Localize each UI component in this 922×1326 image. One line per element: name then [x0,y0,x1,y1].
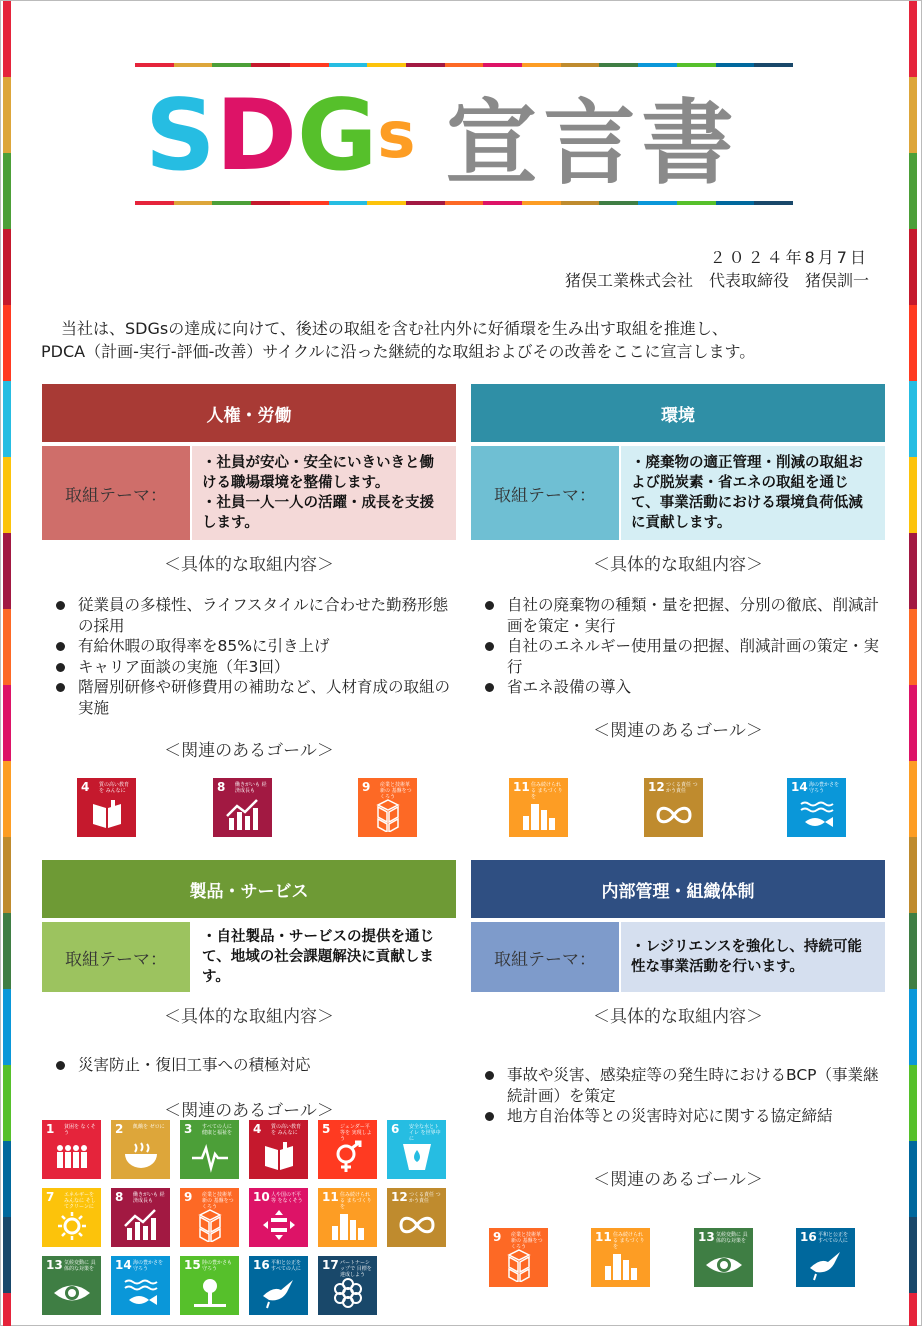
sdg-goal-12-icon [644,778,703,837]
eye-globe-icon [704,1248,744,1282]
water-drop-icon [397,1140,437,1174]
section-products-services [42,860,456,1121]
goal-number: 8 [217,780,226,794]
list-item: 自社のエネルギー使用量の把握、削減計画の策定・実行 [471,636,885,677]
goal-number: 5 [322,1122,331,1136]
goal-number: 11 [595,1230,612,1244]
company-signature: 猪俣工業株式会社 代表取締役 猪俣訓一 [564,271,869,290]
bowl-icon [121,1140,161,1174]
section-environment [471,384,885,741]
content-heading: ＜具体的な取組内容＞ [164,555,334,575]
goals-heading: ＜関連のあるゴール＞ [164,741,334,761]
goal-number: 11 [513,780,530,794]
sdg-goal-9-icon [180,1188,239,1247]
sdg-goal-9-icon [358,778,417,837]
list-item: 事故や災害、感染症等の発生時におけるBCP（事業継続計画）を策定 [471,1065,885,1106]
growth-chart-icon [121,1208,161,1242]
tree-icon [190,1276,230,1310]
goal-label: すべての人に 健康と福祉を [202,1124,233,1136]
goals-heading: ＜関連のあるゴール＞ [593,1169,763,1190]
goal-label: 産業と技術革新の 基盤をつくろう [511,1232,543,1250]
goal-label: 気候変動に 具体的な対策を [716,1232,748,1244]
sdg-goal-4-icon [77,778,136,837]
theme-text [621,922,885,992]
sdg-goal-14-icon [111,1256,170,1315]
goal-number: 12 [648,780,665,794]
sdg-goal-16-icon [249,1256,308,1315]
sdg-goal-15-icon [180,1256,239,1315]
list-item: 省エネ設備の導入 [471,677,885,698]
goal-number: 16 [800,1230,817,1244]
growth-chart-icon [223,798,263,832]
goal-number: 6 [391,1122,400,1136]
sdg-goal-1-icon [42,1120,101,1179]
theme-line: ・レジリエンスを強化し、持続可能性な事業活動を行います。 [631,939,862,975]
content-list [471,595,885,698]
goal-label: 平和と公正を すべての人に [271,1260,302,1272]
city-icon [601,1248,641,1282]
content-heading: ＜具体的な取組内容＞ [164,1007,334,1027]
goal-number: 13 [46,1258,63,1272]
sdg-goal-16-icon [796,1228,855,1287]
sdg-goal-17-icon [318,1256,377,1315]
sdg-goal-14-icon [787,778,846,837]
goals-heading: ＜関連のあるゴール＞ [593,720,763,741]
theme-line: ・社員一人一人の活躍・成長を支援します。 [202,495,434,531]
goal-label: 住み続けられる まちづくりを [531,782,563,800]
sdg-goal-7-icon [42,1188,101,1247]
title-block [135,63,793,209]
sdg-goal-11-icon [318,1188,377,1247]
goal-label: 安全な水とトイレ を世界中に [409,1124,441,1142]
goal-label: 気候変動に 具体的な対策を [64,1260,96,1272]
intro-line: 当社は、SDGsの達成に向けて、後述の取組を含む社内外に好循環を生み出す取組を推進し、 [61,319,728,338]
people-icon [52,1140,92,1174]
theme-label: 取組テーマ： [471,446,619,540]
fish-icon [121,1276,161,1310]
title-top-rule [135,63,793,67]
list-item: 有給休暇の取得率を85%に引き上げ [42,636,456,657]
list-item: 自社の廃棄物の種類・量を把握、分別の徹底、削減計画を策定・実行 [471,595,885,636]
goals-heading: ＜関連のあるゴール＞ [164,1100,334,1121]
goal-number: 17 [322,1258,339,1272]
theme-text [192,922,456,992]
goal-number: 15 [184,1258,201,1272]
book-icon [259,1140,299,1174]
goal-number: 11 [322,1190,339,1204]
goal-label: 産業と技術革新の 基盤をつくろう [380,782,412,800]
infinity-icon [397,1208,437,1242]
theme-label: 取組テーマ： [42,446,190,540]
goal-label: 貧困を なくそう [64,1124,96,1136]
sdg-goal-13-icon [42,1256,101,1315]
content-list [471,1065,885,1127]
title-letter: s [377,99,416,173]
right-color-stripe [909,1,917,1326]
theme-line: ・廃棄物の適正管理・削減の取組および脱炭素・省エネの取組を通じて、事業活動における環境負荷低減に貢献します。 [631,455,863,531]
goal-label: エネルギーをみんなに そしてクリーンに [64,1192,96,1210]
goal-label: 質の高い教育を みんなに [271,1124,302,1136]
goal-label: 海の豊かさを 守ろう [133,1260,164,1272]
sdg-goal-3-icon [180,1120,239,1179]
theme-label: 取組テーマ： [471,922,619,992]
title-bottom-rule [135,201,793,205]
content-list [42,1055,456,1076]
goal-number: 4 [81,780,90,794]
goal-label: ジェンダー平等を 実現しよう [340,1124,372,1142]
title-letter: G [296,79,378,193]
heartbeat-icon [190,1140,230,1174]
goal-number: 9 [184,1190,193,1204]
sdg-goal-2-icon [111,1120,170,1179]
goal-number: 12 [391,1190,408,1204]
fish-icon [797,798,837,832]
sdg-goal-13-icon [694,1228,753,1287]
sdg-goal-6-icon [387,1120,446,1179]
sdg-goal-8-icon [111,1188,170,1247]
list-item: キャリア面談の実施（年3回） [42,657,456,678]
theme-line: ・自社製品・サービスの提供を通じて、地域の社会課題解決に貢献します。 [202,929,434,985]
sdg-goal-12-icon [387,1188,446,1247]
sdg-goal-9-icon [489,1228,548,1287]
title-kanji: 宣言書 [445,90,740,197]
city-icon [519,798,559,832]
theme-box [471,446,885,540]
section-heading: 環境 [471,384,885,442]
goal-label: 海の豊かさを 守ろう [809,782,840,794]
goal-label: 平和と公正を すべての人に [818,1232,849,1244]
section-heading: 人権・労働 [42,384,456,442]
goal-label: 住み続けられる まちづくりを [340,1192,372,1210]
equality-icon [259,1208,299,1242]
goal-number: 1 [46,1122,55,1136]
goal-label: 陸の豊かさも 守ろう [202,1260,233,1272]
flower-icon [328,1276,368,1310]
section-internal-management [471,860,885,1190]
cubes-icon [499,1248,539,1282]
sun-icon [52,1208,92,1242]
theme-box [42,446,456,540]
goal-number: 10 [253,1190,270,1204]
sdg-goal-11-icon [509,778,568,837]
dove-icon [259,1276,299,1310]
title-letter: D [215,79,297,193]
goal-label: 飢餓を ゼロに [133,1124,165,1130]
goal-label: 働きがいも 経済成長も [133,1192,165,1204]
goal-number: 13 [698,1230,715,1244]
gender-icon [328,1140,368,1174]
sdg-goal-5-icon [318,1120,377,1179]
theme-text [192,446,456,540]
goal-number: 2 [115,1122,124,1136]
theme-text [621,446,885,540]
goal-number: 8 [115,1190,124,1204]
sdg-goal-10-icon [249,1188,308,1247]
infinity-icon [654,798,694,832]
page-title [145,79,795,197]
goal-label: 人や国の不平等 をなくそう [271,1192,303,1204]
list-item: 従業員の多様性、ライフスタイルに合わせた勤務形態の採用 [42,595,456,636]
goal-label: 住み続けられる まちづくりを [613,1232,645,1250]
goal-label: つくる責任 つかう責任 [666,782,698,794]
goal-number: 14 [791,780,808,794]
theme-box [42,922,456,992]
content-heading: ＜具体的な取組内容＞ [593,1007,763,1027]
goal-label: 質の高い教育を みんなに [99,782,130,794]
cubes-icon [368,798,408,832]
goal-number: 14 [115,1258,132,1272]
goal-number: 9 [493,1230,502,1244]
sdg-goal-4-icon [249,1120,308,1179]
cubes-icon [190,1208,230,1242]
goal-number: 9 [362,780,371,794]
goal-number: 7 [46,1190,55,1204]
goal-number: 16 [253,1258,270,1272]
eye-globe-icon [52,1276,92,1310]
list-item: 階層別研修や研修費用の補助など、人材育成の取組の実施 [42,677,456,718]
sdg-goal-8-icon [213,778,272,837]
theme-label: 取組テーマ： [42,922,190,992]
section-heading: 内部管理・組織体制 [471,860,885,918]
city-icon [328,1208,368,1242]
content-list [42,595,456,718]
theme-box [471,922,885,992]
intro-line: PDCA（計画-実行-評価-改善）サイクルに沿った継続的な取組およびその改善をここに宣言します。 [41,342,756,361]
list-item: 災害防止・復旧工事への積極対応 [42,1055,456,1076]
sdg-goal-11-icon [591,1228,650,1287]
goal-label: パートナーシップで 目標を達成しよう [340,1260,372,1278]
section-heading: 製品・サービス [42,860,456,918]
goal-number: 4 [253,1122,262,1136]
list-item: 地方自治体等との災害時対応に関する協定締結 [471,1106,885,1127]
content-heading: ＜具体的な取組内容＞ [593,555,763,575]
left-color-stripe [3,1,11,1326]
book-icon [87,798,127,832]
theme-line: ・社員が安心・安全にいきいきと働ける職場環境を整備します。 [202,455,434,491]
section-human-rights [42,384,456,761]
dove-icon [806,1248,846,1282]
goal-number: 3 [184,1122,193,1136]
intro-paragraph [41,317,887,363]
goal-label: 働きがいも 経済成長も [235,782,267,794]
title-letter: S [145,79,216,193]
goal-label: 産業と技術革新の 基盤をつくろう [202,1192,234,1210]
declaration-date: ２０２４年8月7日 [709,248,869,267]
goal-label: つくる責任 つかう責任 [409,1192,441,1204]
